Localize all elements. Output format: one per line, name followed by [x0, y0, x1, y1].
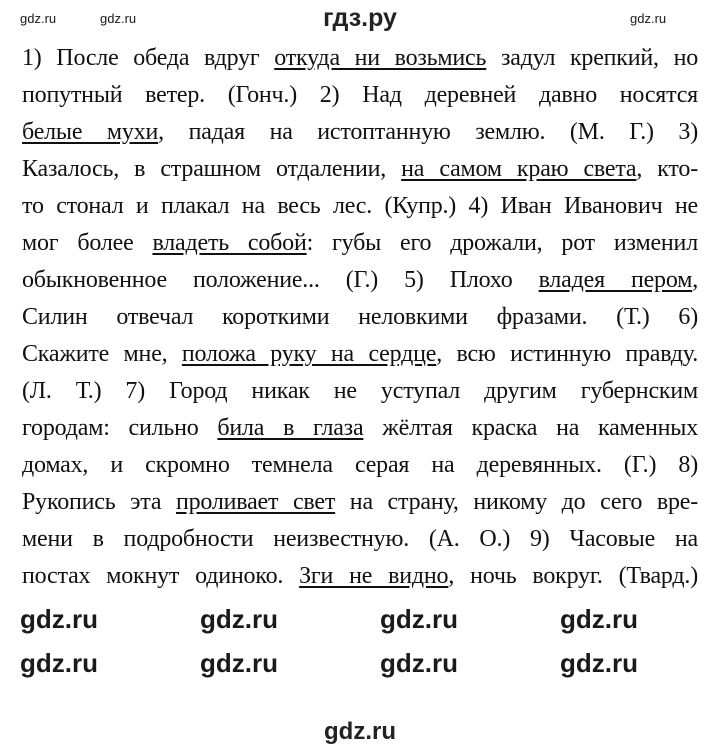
text-segment: городам: сильно: [22, 415, 218, 441]
underlined-phraseologism: проливает свет: [175, 489, 336, 515]
text-segment: задул крепкий, но: [486, 45, 699, 71]
text-segment: , падая на истоптанную землю. (М. Г.) 3): [158, 119, 698, 145]
watermark: gdz.ru: [200, 604, 278, 634]
underlined-phraseologism: била в глаза: [217, 415, 364, 441]
text-segment: , всю истинную правду.: [436, 341, 699, 367]
underlined-phraseologism: владея пером: [538, 267, 693, 293]
text-line: [22, 447, 698, 484]
text-line: [22, 40, 698, 77]
text-line: [22, 114, 698, 151]
text-line: [22, 410, 698, 447]
text-segment: Казалось, в страшном отдалении,: [22, 156, 402, 182]
text-segment: , кто-: [636, 156, 698, 182]
text-line: [22, 373, 698, 410]
text-line: [22, 151, 698, 188]
underlined-phraseologism: Зги не видно: [299, 563, 449, 589]
text-segment: ,: [692, 267, 698, 293]
text-segment: на страну, никому до сего вре-: [335, 489, 699, 515]
text-line: [22, 521, 698, 558]
text-line: [22, 336, 698, 373]
text-segment: , ночь вокруг. (Твард.): [448, 563, 698, 589]
watermark: gdz.ru: [20, 11, 57, 26]
watermark: gdz.ru: [560, 604, 638, 634]
text-segment: попутный ветер. (Гонч.) 2) Над деревней давно носятся: [22, 82, 698, 108]
watermark: gdz.ru: [380, 604, 458, 634]
watermark: gdz.ru: [20, 648, 98, 678]
text-segment: обыкновенное положение... (Г.) 5) Плохо: [22, 267, 539, 293]
watermark: gdz.ru: [380, 648, 458, 678]
underlined-phraseologism: положа руку на сердце: [181, 341, 437, 367]
exercise-text: [22, 40, 698, 595]
underlined-phraseologism: белые мухи: [22, 119, 159, 145]
text-segment: жёлтая краска на каменных: [363, 415, 698, 441]
text-segment: (Л. Т.) 7) Город никак не уступал другим губернским: [22, 378, 698, 404]
text-segment: постах мокнут одиноко.: [22, 563, 300, 589]
watermark: gdz.ru: [100, 11, 137, 26]
text-line: [22, 484, 698, 521]
text-segment: мени в подробности неизвестную. (А. О.) 9) Часовые на: [22, 526, 698, 552]
text-segment: 1) После обеда вдруг: [22, 45, 275, 71]
site-footer: gdz.ru: [324, 718, 396, 745]
text-line: [22, 225, 698, 262]
text-line: [22, 558, 698, 595]
text-segment: : губы его дрожали, рот изменил: [306, 230, 698, 256]
text-line: [22, 262, 698, 299]
text-segment: Рукопись эта: [22, 489, 176, 515]
watermark: gdz.ru: [20, 604, 98, 634]
text-segment: то стонал и плакал на весь лес. (Купр.) 4) Иван Иванович не: [22, 193, 698, 219]
text-segment: мог более: [22, 230, 153, 256]
underlined-phraseologism: откуда ни возьмись: [274, 45, 487, 71]
text-line: [22, 299, 698, 336]
text-segment: домах, и скромно темнела серая на деревянных. (Г.) 8): [22, 452, 698, 478]
underlined-phraseologism: владеть собой: [152, 230, 307, 256]
site-title: гдз.ру: [323, 4, 397, 32]
text-line: [22, 188, 698, 225]
watermark: gdz.ru: [630, 11, 667, 26]
text-segment: Силин отвечал короткими неловкими фразами. (Т.) 6): [22, 304, 698, 330]
text-segment: Скажите мне,: [22, 341, 182, 367]
text-line: [22, 77, 698, 114]
underlined-phraseologism: на самом краю света: [401, 156, 637, 182]
watermark: gdz.ru: [200, 648, 278, 678]
watermark: gdz.ru: [560, 648, 638, 678]
